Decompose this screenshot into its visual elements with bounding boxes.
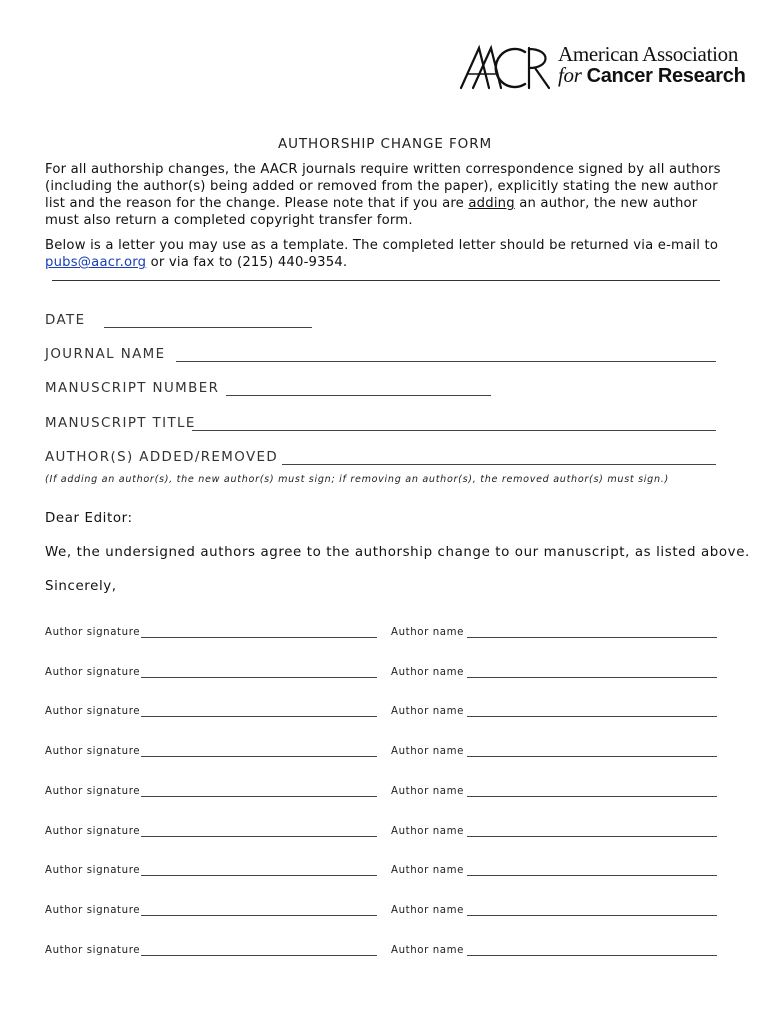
signature-row: [45, 746, 720, 760]
author-signature-label: Author signature: [45, 706, 141, 718]
signature-row: [45, 826, 720, 840]
author-signature-label: Author signature: [45, 904, 141, 916]
author-signature-field[interactable]: [141, 716, 377, 717]
journal-name-field[interactable]: [176, 361, 716, 362]
aacr-logo-text: [558, 44, 746, 87]
author-signature-field[interactable]: [141, 875, 377, 876]
author-signature-field[interactable]: [141, 677, 377, 678]
author-signature-label: Author signature: [45, 666, 141, 678]
author-name-label: Author name: [391, 746, 465, 758]
author-name-field[interactable]: [467, 637, 717, 638]
author-name-field[interactable]: [467, 716, 717, 717]
section-divider: [52, 280, 720, 281]
letter-closing: Sincerely,: [45, 579, 117, 594]
author-name-label: Author name: [391, 785, 465, 797]
form-title: AUTHORSHIP CHANGE FORM: [277, 136, 493, 152]
author-name-label: Author name: [391, 944, 465, 956]
template-text-1: Below is a letter you may use as a template. The completed letter should be returned via e-mail to: [45, 238, 719, 253]
template-paragraph: [45, 237, 735, 271]
author-name-label: Author name: [391, 627, 465, 638]
author-name-field[interactable]: [467, 677, 717, 678]
author-name-field[interactable]: [467, 796, 717, 797]
author-name-label: Author name: [391, 904, 465, 916]
manuscript-title-label: MANUSCRIPT TITLE: [45, 416, 196, 431]
logo-line-1: American Association: [558, 42, 739, 66]
author-name-label: Author name: [391, 825, 465, 837]
letter-salutation: Dear Editor:: [45, 511, 133, 526]
author-signature-label: Author signature: [45, 785, 141, 797]
intro-text-2: an author, the new author must also return a completed copyright transfer form.: [45, 196, 698, 228]
signature-row: [45, 706, 720, 720]
author-name-field[interactable]: [467, 875, 717, 876]
author-name-field[interactable]: [467, 955, 717, 956]
journal-name-label: JOURNAL NAME: [45, 347, 166, 362]
author-signature-field[interactable]: [141, 637, 377, 638]
author-signature-field[interactable]: [141, 796, 377, 797]
signature-row: [45, 865, 720, 879]
author-signature-label: Author signature: [45, 865, 141, 877]
signature-row: [45, 905, 720, 919]
sign-instruction-note: (If adding an author(s), the new author(s) must sign; if removing an author(s), the removed author(s) must sign.): [45, 474, 669, 485]
author-name-field[interactable]: [467, 915, 717, 916]
intro-underlined-word: adding: [468, 196, 515, 211]
signature-row: [45, 945, 720, 959]
logo-line-2-prefix: for: [558, 63, 587, 87]
logo-line-2: [558, 65, 746, 87]
author-signature-label: Author signature: [45, 746, 141, 758]
email-link[interactable]: pubs@aacr.org: [45, 255, 147, 270]
author-name-label: Author name: [391, 706, 465, 718]
signature-row: [45, 667, 720, 681]
manuscript-title-field[interactable]: [192, 430, 716, 431]
aacr-logo-mark: [459, 44, 551, 90]
author-name-field[interactable]: [467, 836, 717, 837]
author-signature-label: Author signature: [45, 944, 141, 956]
manuscript-number-label: MANUSCRIPT NUMBER: [45, 381, 220, 396]
intro-paragraph: [45, 161, 735, 229]
author-signature-label: Author signature: [45, 825, 141, 837]
date-label: DATE: [45, 313, 86, 328]
author-signature-field[interactable]: [141, 836, 377, 837]
intro-text-1: For all authorship changes, the AACR journals require written correspondence signed by all authors (including the author(s) being added or removed from the paper), explicitly stating the new author list and the reason for the change. Please note that if you are: [45, 162, 721, 211]
author-signature-field[interactable]: [141, 756, 377, 757]
author-signature-field[interactable]: [141, 955, 377, 956]
manuscript-number-field[interactable]: [226, 395, 491, 396]
author-name-field[interactable]: [467, 756, 717, 757]
date-field[interactable]: [104, 327, 312, 328]
signature-row: [45, 627, 720, 641]
authors-changed-label: AUTHOR(S) ADDED/REMOVED: [45, 450, 279, 465]
signature-row: [45, 786, 720, 800]
author-signature-field[interactable]: [141, 915, 377, 916]
logo-line-2-bold: Cancer Research: [586, 65, 746, 87]
template-text-2: or via fax to (215) 440-9354.: [146, 255, 348, 270]
author-name-label: Author name: [391, 666, 465, 678]
authors-changed-field[interactable]: [282, 464, 716, 465]
letter-body: We, the undersigned authors agree to the authorship change to our manuscript, as listed above.: [45, 545, 750, 560]
author-signature-label: Author signature: [45, 627, 141, 638]
author-name-label: Author name: [391, 865, 465, 877]
